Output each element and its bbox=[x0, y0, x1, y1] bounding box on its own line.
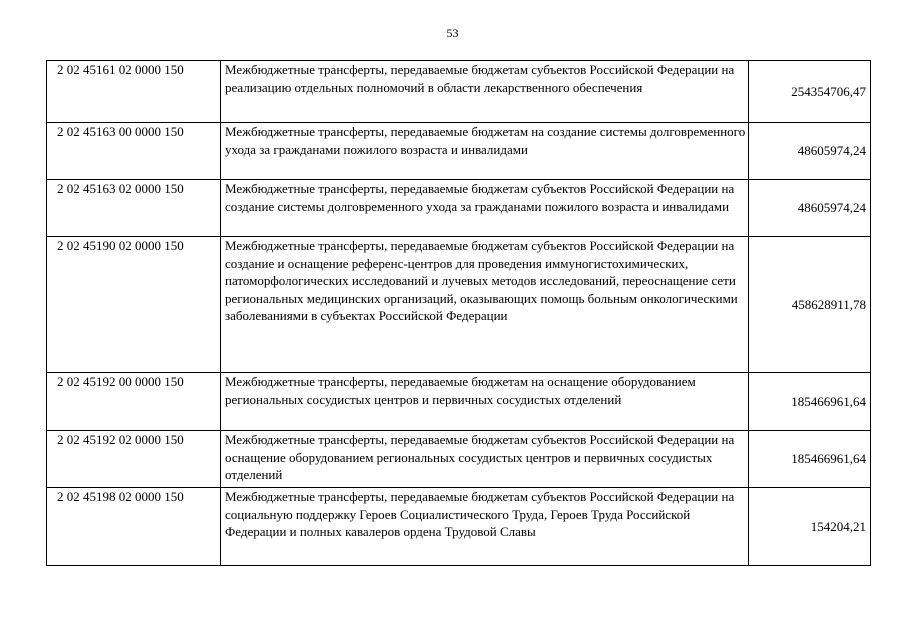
budget-code-cell: 2 02 45198 02 0000 150 bbox=[47, 488, 221, 566]
page-number: 53 bbox=[446, 26, 459, 40]
amount-cell: 185466961,64 bbox=[749, 431, 871, 488]
budget-revenue-table bbox=[46, 60, 871, 566]
description-cell: Межбюджетные трансферты, передаваемые бюджетам субъектов Российской Федерации на реализацию отдельных полномочий в области лекарственного обеспечения bbox=[221, 61, 749, 123]
amount-cell: 185466961,64 bbox=[749, 373, 871, 431]
budget-code-cell: 2 02 45163 02 0000 150 bbox=[47, 180, 221, 237]
table-row bbox=[47, 237, 871, 373]
description-cell: Межбюджетные трансферты, передаваемые бюджетам субъектов Российской Федерации на создание и оснащение референс-центров для проведения иммуногистохимических, патоморфологических исследований и лучевых методов исследований, переоснащение сети региональных медицинских организаций, оказывающих помощь больным онкологическими заболеваниями в субъектах Российской Федерации bbox=[221, 237, 749, 373]
table-row bbox=[47, 61, 871, 123]
amount-cell: 154204,21 bbox=[749, 488, 871, 566]
description-cell: Межбюджетные трансферты, передаваемые бюджетам субъектов Российской Федерации на оснащение оборудованием региональных сосудистых центров и первичных сосудистых отделений bbox=[221, 431, 749, 488]
table-row bbox=[47, 373, 871, 431]
table-row bbox=[47, 123, 871, 180]
table-row bbox=[47, 431, 871, 488]
budget-code-cell: 2 02 45161 02 0000 150 bbox=[47, 61, 221, 123]
description-cell: Межбюджетные трансферты, передаваемые бюджетам на оснащение оборудованием региональных сосудистых центров и первичных сосудистых отделений bbox=[221, 373, 749, 431]
amount-cell: 458628911,78 bbox=[749, 237, 871, 373]
budget-code-cell: 2 02 45192 02 0000 150 bbox=[47, 431, 221, 488]
budget-code-cell: 2 02 45192 00 0000 150 bbox=[47, 373, 221, 431]
description-cell: Межбюджетные трансферты, передаваемые бюджетам на создание системы долговременного ухода за гражданами пожилого возраста и инвалидами bbox=[221, 123, 749, 180]
description-cell: Межбюджетные трансферты, передаваемые бюджетам субъектов Российской Федерации на создание системы долговременного ухода за гражданами пожилого возраста и инвалидами bbox=[221, 180, 749, 237]
amount-cell: 48605974,24 bbox=[749, 180, 871, 237]
amount-cell: 48605974,24 bbox=[749, 123, 871, 180]
amount-cell: 254354706,47 bbox=[749, 61, 871, 123]
budget-code-cell: 2 02 45163 00 0000 150 bbox=[47, 123, 221, 180]
table-row bbox=[47, 180, 871, 237]
description-cell: Межбюджетные трансферты, передаваемые бюджетам субъектов Российской Федерации на социальную поддержку Героев Социалистического Труда, Героев Труда Российской Федерации и полных кавалеров ордена Трудовой Славы bbox=[221, 488, 749, 566]
budget-code-cell: 2 02 45190 02 0000 150 bbox=[47, 237, 221, 373]
table-row bbox=[47, 488, 871, 566]
